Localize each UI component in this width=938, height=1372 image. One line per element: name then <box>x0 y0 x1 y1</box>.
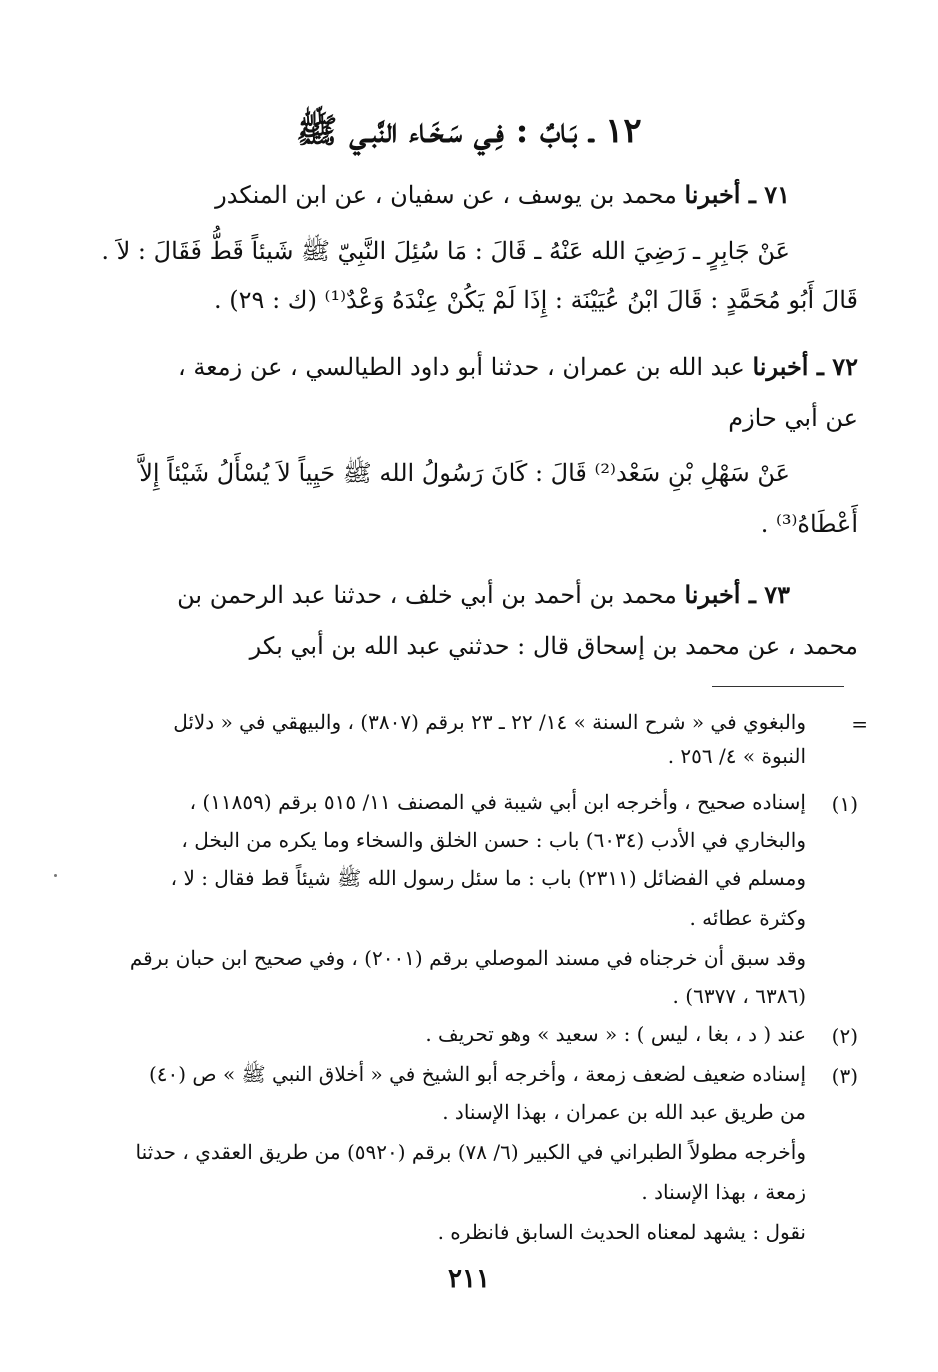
footnote-1-line: والبخاري في الأدب (٦٠٣٤) باب : حسن الخلق والسخاء وما يكره من البخل ، <box>181 828 806 852</box>
footnote-1-line: ومسلم في الفضائل (٢٣١١) باب : ما سئل رسول الله ﷺ شيئاً قط فقال : لا ، <box>170 866 806 890</box>
hadith-72-matn: عَنْ سَهْلِ بْنِ سَعْد⁽²⁾ قَالَ : كَانَ رَسُولُ الله ﷺ حَيِياً لاَ يُسْأَلُ شَيْئاً إِلاَّ <box>139 459 790 487</box>
chapter-title: ١٢ ـ بَـابٌ : فِـي سَـخَـاء النَّبـي ﷺ <box>296 111 642 151</box>
hadith-72-isnad: عبد الله بن عمران ، حدثنا أبو داود الطيالسي ، عن زمعة ، <box>177 353 745 381</box>
hadith-71-isnad: محمد بن يوسف ، عن سفيان ، عن ابن المنكدر <box>215 181 677 209</box>
hadith-72-isnad-cont: عن أبي حازم <box>728 404 858 432</box>
hadith-71-line1 <box>215 180 790 209</box>
hadith-71-matn: عَنْ جَابِرٍ ـ رَضِيَ الله عَنْهُ ـ قَالَ : مَا سُئِلَ النَّبِيّ ﷺ شَيئاً قَطُّ فَقَالَ : لاَ . <box>101 237 790 265</box>
footnote-1-line: (٦٣٨٦ ، ٦٣٧٧) . <box>672 984 806 1008</box>
footnote-continuation-marker: = <box>851 712 868 736</box>
hadith-73-line1 <box>177 580 790 609</box>
hadith-73-isnad-cont: محمد ، عن محمد بن إسحاق قال : حدثني عبد الله بن أبي بكر <box>249 632 858 660</box>
scan-speck <box>54 874 57 877</box>
footnote-2-marker: (٢) <box>831 1024 858 1048</box>
footnote-1-line: وقد سبق أن خرجناه في مسند الموصلي برقم (٢٠٠١) ، وفي صحيح ابن حبان برقم <box>129 946 806 970</box>
footnote-3-line: من طريق عبد الله بن عمران ، بهذا الإسناد . <box>442 1100 806 1124</box>
footnote-continuation-line: النبوة » ٤/ ٢٥٦ . <box>667 744 806 768</box>
footnote-1-marker: (١) <box>831 792 858 816</box>
page-number: ٢١١ <box>448 1264 490 1294</box>
hadith-71-comment: قَالَ أَبُو مُحَمَّدٍ : قَالَ ابْنُ عُيَيْنَة : إِذَا لَمْ يَكُنْ عِنْدَهُ وَعْدٌ⁽¹⁾ (ك : ٢٩) . <box>214 286 858 314</box>
hadith-73-label: ٧٣ ـ أخبرنا <box>684 580 790 609</box>
hadith-71-label: ٧١ ـ أخبرنا <box>684 180 790 209</box>
hadith-73-isnad: محمد بن أحمد بن أبي خلف ، حدثنا عبد الرحمن بن <box>177 581 677 609</box>
footnote-2-line: عند ( د ، بغا ، ليس ) : « سعيد » وهو تحريف . <box>425 1022 806 1046</box>
footnote-1-line: وكثرة عطائه . <box>689 906 806 930</box>
hadith-72-label: ٧٢ ـ أخبرنا <box>752 352 858 381</box>
footnote-3-line: نقول : يشهد لمعناه الحديث السابق فانظره . <box>437 1220 806 1244</box>
footnote-1-line: إسناده صحيح ، وأخرجه ابن أبي شيبة في المصنف ١١/ ٥١٥ برقم (١١٨٥٩) ، <box>189 790 806 814</box>
footnote-separator <box>712 686 844 687</box>
footnote-3-line: إسناده ضعيف لضعف زمعة ، وأخرجه أبو الشيخ في « أخلاق النبي ﷺ » ص (٤٠) <box>148 1062 806 1086</box>
hadith-72-line1 <box>178 352 858 381</box>
footnote-3-line: زمعة ، بهذا الإسناد . <box>641 1180 806 1204</box>
footnote-continuation-line: والبغوي في « شرح السنة » ١٤/ ٢٢ ـ ٢٣ برقم (٣٨٠٧) ، والبيهقي في « دلائل <box>173 710 806 734</box>
hadith-72-matn-cont: أَعْطَاهُ⁽³⁾ . <box>760 510 858 538</box>
footnote-3-marker: (٣) <box>831 1064 858 1088</box>
footnote-3-line: وأخرجه مطولاً الطبراني في الكبير (٦/ ٧٨) برقم (٥٩٢٠) من طريق العقدي ، حدثنا <box>135 1140 806 1164</box>
